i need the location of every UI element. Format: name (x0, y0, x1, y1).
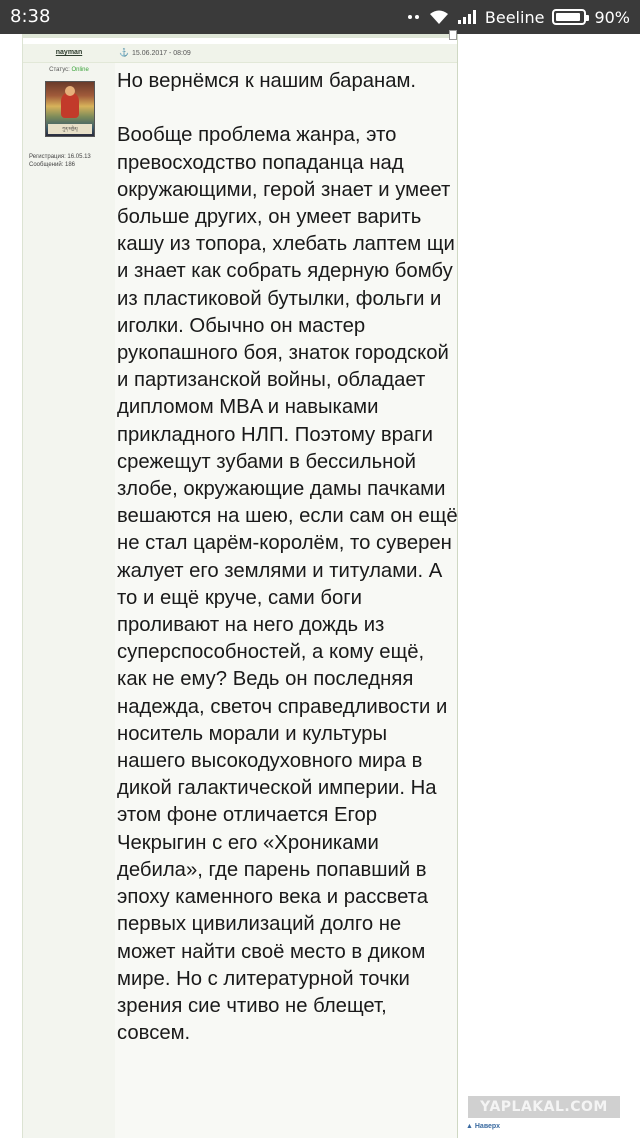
notification-dots-icon (407, 15, 421, 19)
post-header (23, 44, 457, 63)
message-count: Сообщений: 186 (29, 162, 76, 168)
avatar-caption: ཀུན་མཁྱེན། (48, 124, 92, 134)
battery-percent: 90% (594, 7, 630, 27)
avatar-head (65, 86, 75, 96)
carrier-name: Beeline (484, 7, 545, 27)
status-bar (0, 0, 640, 34)
status-right-group (407, 7, 630, 27)
battery-icon (552, 9, 586, 25)
status-label: Статус: (49, 67, 72, 73)
author-info (29, 153, 91, 169)
signal-icon (457, 9, 477, 25)
author-panel (23, 63, 115, 1138)
battery-fill (556, 13, 579, 21)
page-top-divider (22, 34, 458, 38)
site-logo[interactable]: YAPLAKAL.COM (468, 1096, 620, 1118)
post-date: 15.06.2017 - 08:09 (132, 49, 191, 57)
status-time: 8:38 (10, 6, 51, 27)
wifi-icon (429, 9, 449, 25)
post-link-icon[interactable]: ⚓ (119, 48, 129, 57)
author-status (23, 67, 115, 73)
post-text: Но вернёмся к нашим баранам. Вообще проблема жанра, это превосходство попаданца над окружающими, герой знает и умеет больше других, он умеет варить кашу из топора, хлебать лаптем щи и знает как собрать ядерную бомбу из пластиковой бутылки, фольги и иголки. Обычно он мастер рукопашного боя, знаток городской и партизанской войны, обладает дипломом MBA и навыками прикладного НЛП. Поэтому враги срежещут зубами в бессильной злобе, окружающие дамы пачками вешаются на шею, если сам он ещё не стал царём-королём, то суверен жалует его землями и титулами. А то и ещё круче, сами боги проливают на него дождь из суперспособностей, а кому ещё, как не ему? Ведь он последняя надежда, светоч справедливости и носитель морали и культуры нашего высокодуховного мира в дикой галактической империи. На этом фоне отличается Егор Чекрыгин с его «Хрониками дебила», где парень попавший в эпоху каменного века и рассвета первых цивилизаций долго не может найти своё место в диком мире. Но с литературной точки зрения сие чтиво не блещет, совсем. (117, 70, 458, 1045)
post-meta (119, 44, 191, 62)
author-link[interactable]: nayman (55, 49, 83, 56)
avatar[interactable] (45, 81, 95, 137)
registration-date: Регистрация: 16.05.13 (29, 154, 91, 160)
message-panel (115, 63, 457, 1138)
status-online: Online (71, 67, 89, 73)
back-to-top-link[interactable]: ▲ Наверх (466, 1123, 501, 1130)
resize-handle[interactable] (449, 30, 457, 40)
